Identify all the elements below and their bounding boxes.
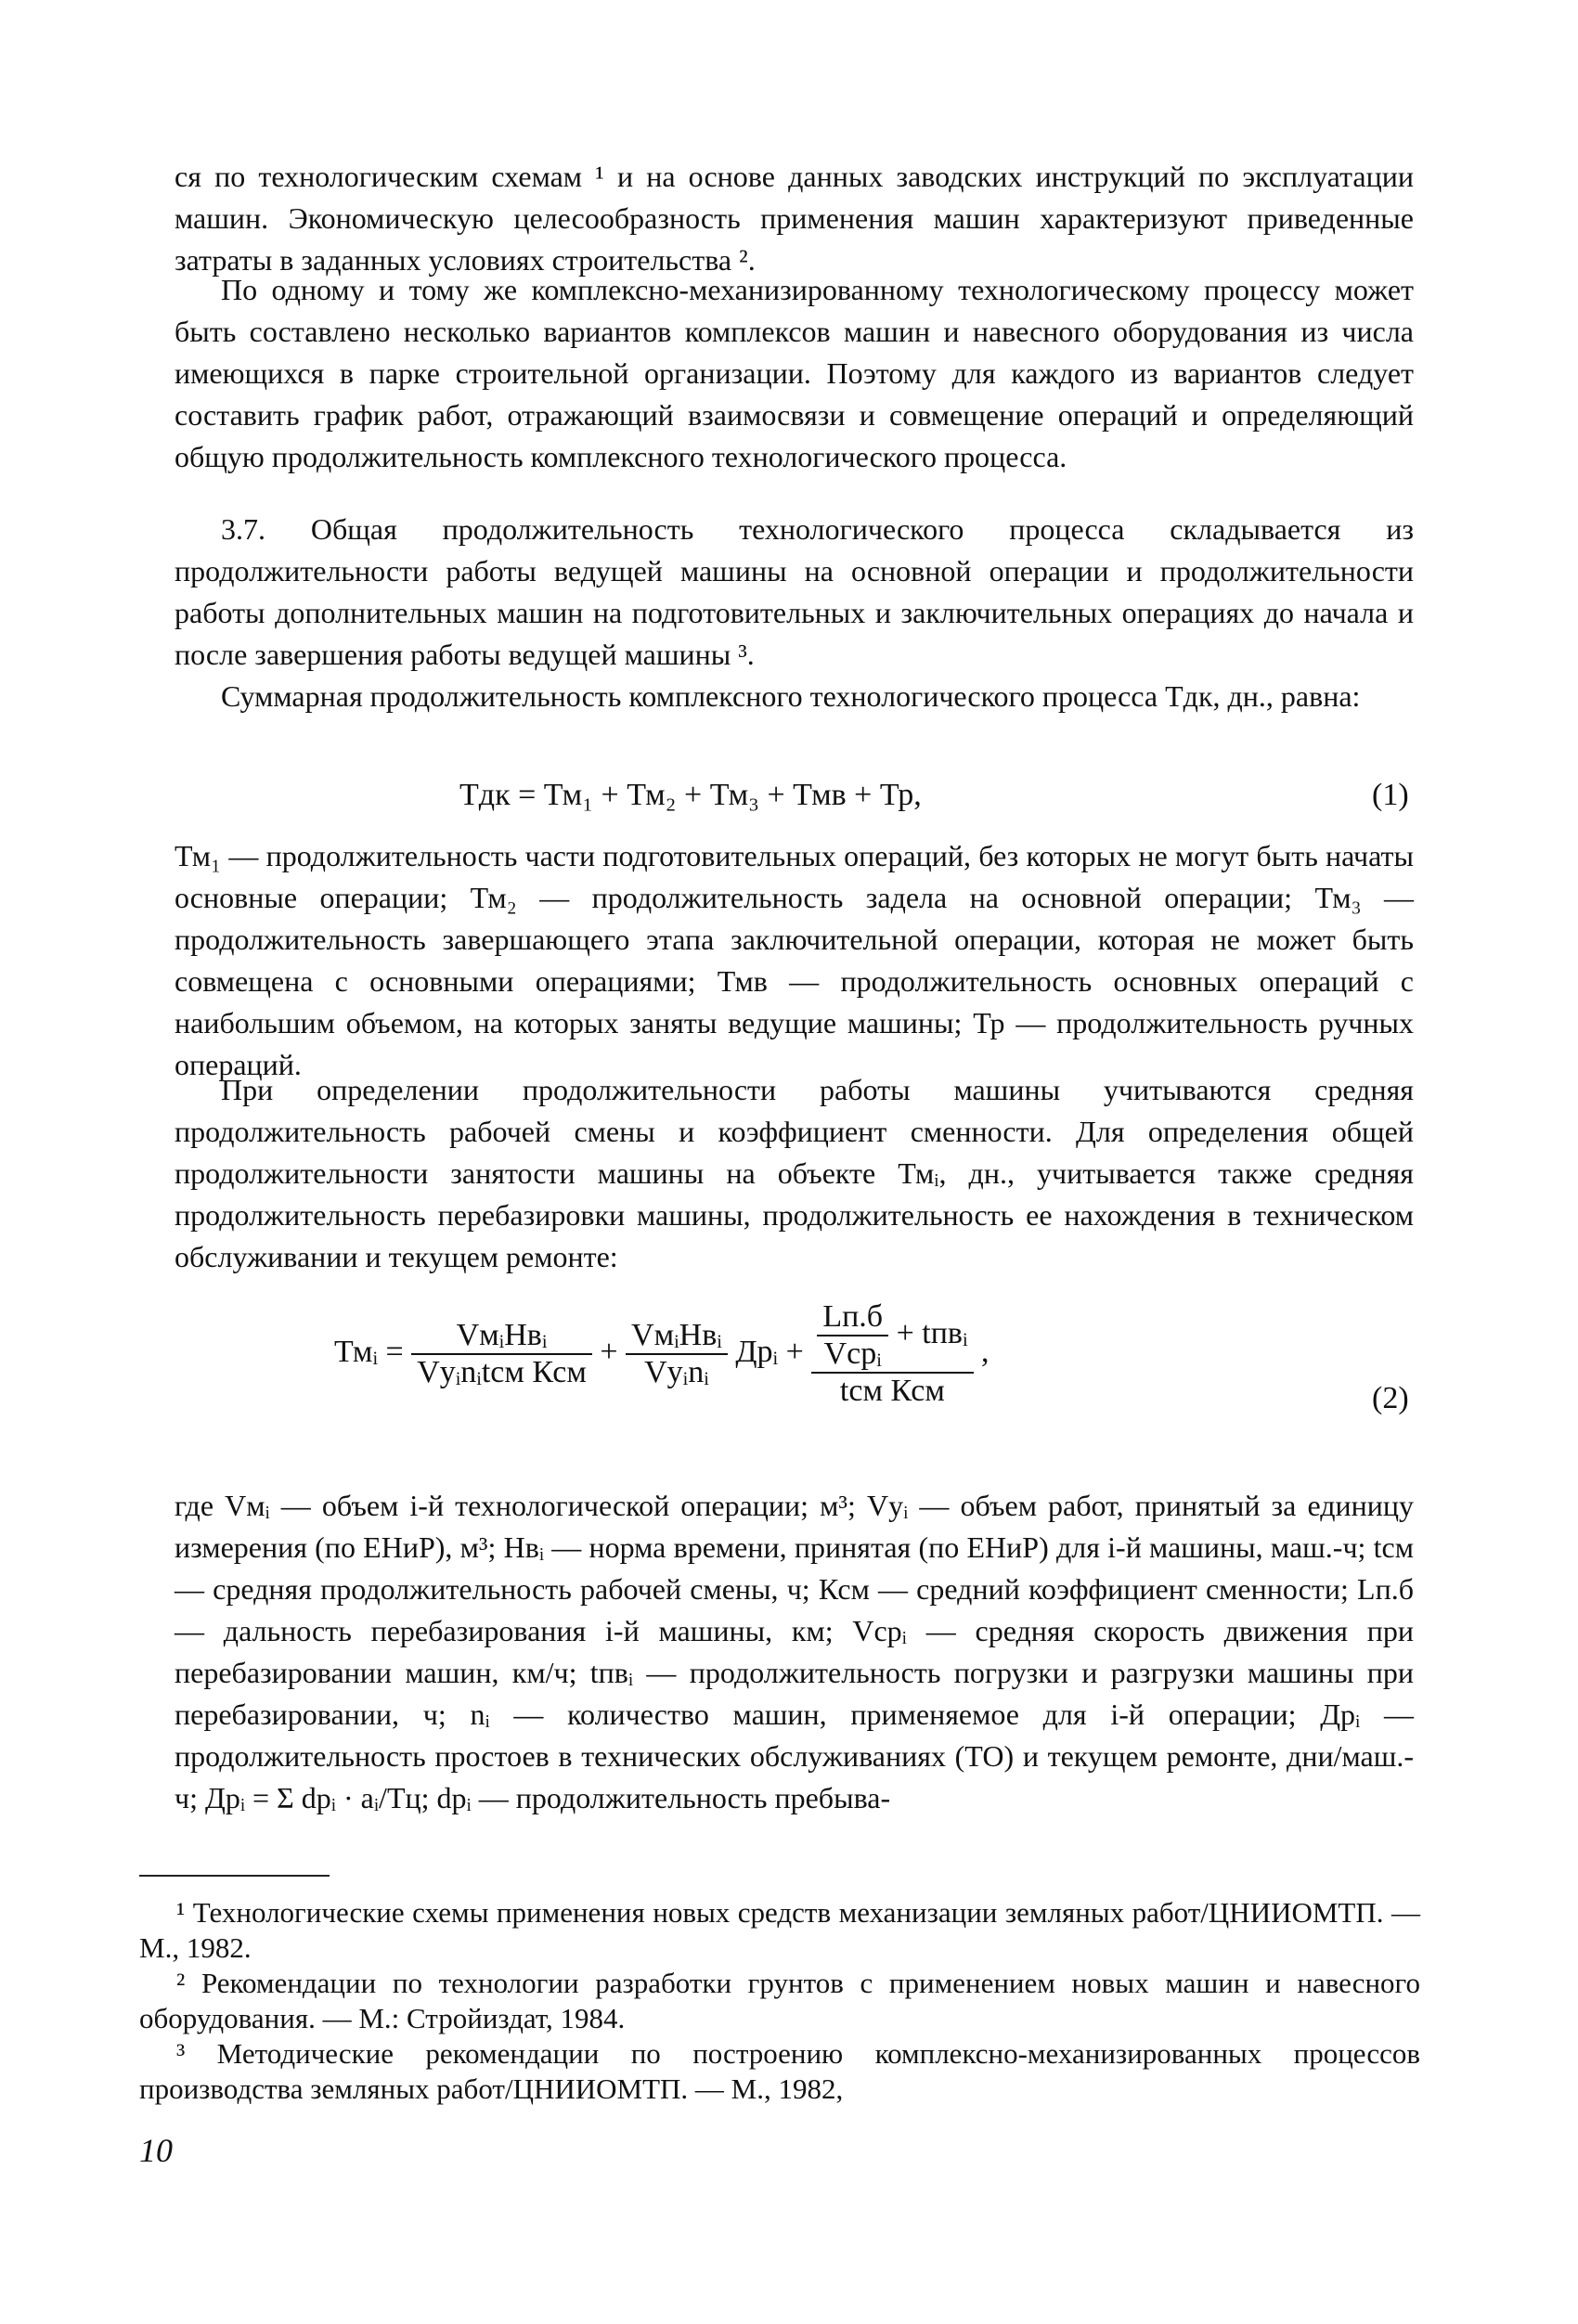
paragraph-formula-1-legend: Тм₁ — продолжительность части подготовительных операций, без которых не могут быть начаты основные операции; Тм₂ — продолжительность задела на основной операции; Тм₃ — продолжительность завершающего этапа заключительной операции, которая не может быть совмещена с основными операциями; Тмв — продолжительность основных операций с наибольшим объемом, на которых заняты ведущие машины; Тр — продолжительность ручных операций. [175, 839, 1414, 1081]
formula-2-number: (2) [1372, 1381, 1409, 1415]
paragraph-intro-continuation: ся по технологическим схемам ¹ и на основе данных заводских инструкций по эксплуатации машин. Экономическую целесообразность применения машин характеризуют приведенные затраты в заданных условиях строительства ². [175, 160, 1414, 277]
paragraph-section-3-7: 3.7. Общая продолжительность технологического процесса складывается из продолжительности работы ведущей машины на основной операции и продолжительности работы дополнительных машин на подготовительных и заключительных операциях до начала и после завершения работы ведущей машины ³. [175, 512, 1414, 671]
formula-2-tail: , [981, 1334, 989, 1369]
formula-2-term-2-numerator: VмᵢНвᵢ [626, 1318, 728, 1355]
footnote-divider [139, 1875, 330, 1877]
formula-2-term-1-numerator: VмᵢНвᵢ [411, 1318, 592, 1355]
formula-2-term-3 [811, 1299, 973, 1409]
formula-2-plus-2: + [785, 1334, 804, 1369]
formula-2-term-3-denominator: tсм Ксм [839, 1374, 945, 1408]
formula-2-term-3-inner-fraction [817, 1299, 888, 1372]
formula-2 [334, 1299, 989, 1409]
footnote-1: ¹ Технологические схемы применения новых средств механизации земляных работ/ЦНИИОМТП. — М., 1982. [139, 1896, 1420, 1964]
page-number: 10 [139, 2132, 173, 2169]
formula-2-term-2-denominator: Vуᵢnᵢ [644, 1355, 709, 1389]
paragraph-total-duration-intro: Суммарная продолжительность комплексного технологического процесса Тдк, дн., равна: [221, 679, 1361, 713]
formula-2-lhs: Тмᵢ = [334, 1334, 404, 1369]
formula-2-term-3-numerator [811, 1299, 973, 1374]
formula-2-term-2-factor: Дрᵢ [735, 1334, 779, 1369]
formula-1: Тдк = Тм₁ + Тм₂ + Тм₃ + Тмв + Тр, [459, 778, 922, 812]
formula-1-number: (1) [1372, 778, 1409, 812]
formula-2-plus-1: + [600, 1334, 618, 1369]
formula-2-inner-addend: + tпвᵢ [896, 1315, 968, 1350]
formula-2-inner-denominator: Vсрᵢ [823, 1336, 882, 1371]
footnote-3: ³ Методические рекомендации по построению комплексно-механизированных процессов производства земляных работ/ЦНИИОМТП. — М., 1982, [139, 2037, 1420, 2105]
formula-2-term-1-denominator: Vуᵢnᵢtсм Ксм [417, 1355, 587, 1389]
formula-2-inner-numerator: Lп.б [817, 1299, 888, 1336]
paragraph-machine-duration: При определении продолжительности работы машины учитываются средняя продолжительность рабочей смены и коэффициент сменности. Для определения общей продолжительности занятости машины на объекте Тмᵢ, дн., учитывается также средняя продолжительность перебазировки машины, продолжительность ее нахождения в техническом обслуживании и текущем ремонте: [175, 1073, 1414, 1273]
paragraph-formula-2-legend: где Vмᵢ — объем i-й технологической операции; м³; Vуᵢ — объем работ, принятый за единицу измерения (по ЕНиР), м³; Нвᵢ — норма времени, принятая (по ЕНиР) для i-й машины, маш.-ч; tсм — средняя продолжительность рабочей смены, ч; Ксм — средний коэффициент сменности; Lп.б — дальность перебазирования i-й машины, км; Vсрᵢ — средняя скорость движения при перебазировании машин, км/ч; tпвᵢ — продолжительность погрузки и разгрузки машины при перебазировании, ч; nᵢ — количество машин, применяемое для i-й операции; Дрᵢ — продолжительность простоев в технических обслуживаниях (ТО) и текущем ремонте, дни/маш.-ч; Дрᵢ = Σ dрᵢ · aᵢ/Тц; dрᵢ — продолжительность пребыва- [175, 1489, 1414, 1814]
formula-2-term-2 [626, 1318, 728, 1390]
paragraph-variants: По одному и тому же комплексно-механизированному технологическому процессу может быть составлено несколько вариантов комплексов машин и навесного оборудования из числа имеющихся в парке строительной организации. Поэтому для каждого из вариантов следует составить график работ, отражающий взаимосвязи и совмещение операций и определяющий общую продолжительность комплексного технологического процесса. [175, 273, 1414, 473]
formula-2-term-1 [411, 1318, 592, 1390]
footnote-2: ² Рекомендации по технологии разработки грунтов с применением новых машин и навесного оборудования. — М.: Стройиздат, 1984. [139, 1967, 1420, 2034]
